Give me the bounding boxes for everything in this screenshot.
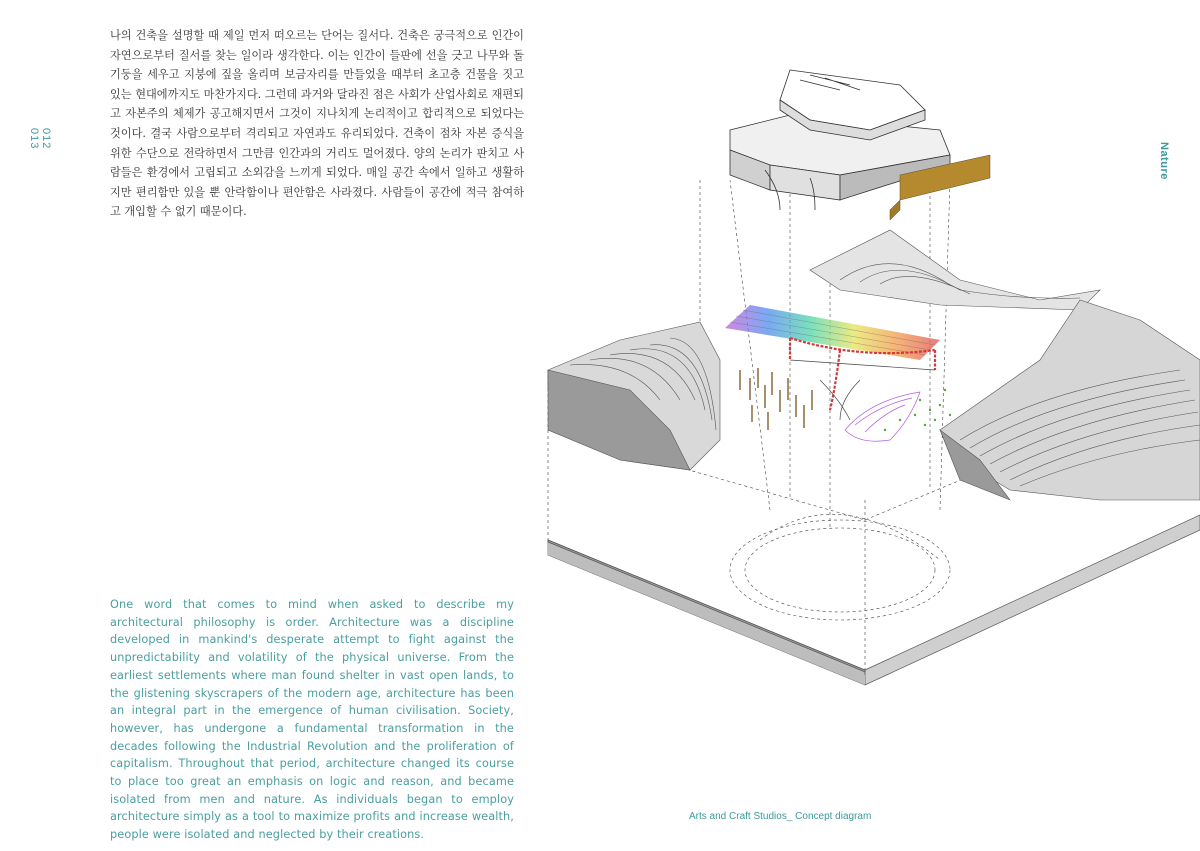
page-number-left: 012 [40,128,52,150]
figure-caption: Arts and Craft Studios_ Concept diagram [689,811,872,822]
back-terrain [810,230,1100,310]
section-tag: Nature [1158,142,1170,180]
left-terrain [548,322,720,470]
korean-paragraph: 나의 건축을 설명할 때 제일 먼저 떠오르는 단어는 질서다. 건축은 궁극적으로 인간이 자연으로부터 질서를 찾는 일이라 생각한다. 이는 인간이 들판에 선을 긋고 나무와 돌기둥을 세우고 지붕에 짚을 올리며 보금자리를 만들었을 때부터 초고층 건물을 짓고 있는 현대에까지도 마찬가지다. 그런데 과거와 달라진 점은 사회가 산업사회로 재편되고 자본주의 체제가 공고해지면서 그것이 지나치게 논리적이고 합리적으로 되었다는 것이다. 결국 사람으로부터 격리되고 자연과도 유리되었다. 건축이 점차 자본 증식을 위한 수단으로 전락하면서 그만큼 인간과의 거리도 멀어졌다. 양의 논리가 판치고 사람들은 환경에서 고립되고 소외감을 느끼게 되었다. 매일 공간 속에서 일하고 생활하지만 편리함만 있을 뿐 안락함이나 편안함은 사라졌다. 사람들이 공간에 적극 참여하고 개입할 수 없기 때문이다. [110,29,524,219]
concept-diagram [540,60,1200,780]
english-paragraph: One word that comes to mind when asked to describe my architectural philosophy is order. Architecture was a discipline developed in mankind's desperate attempt to fight against the unpredictability and volatility of the physical universe. From the earliest settlements where man found shelter in vast open lands, to the glistening skyscrapers of the modern age, architecture has been an integral part in the emergence of human civilisation. Society, however, has undergone a fundamental transformation in the decades following the Industrial Revolution and the proliferation of capitalism. Throughout that period, architecture changed its course to place too great an emphasis on logic and reason, and became isolated from men and nature. As individuals began to employ architecture simply as a tool to maximize profits and increase wealth, people were isolated and neglected by their creations. [110,598,514,842]
ground-slab [548,515,1200,685]
page-numbers [28,128,52,171]
vertical-posts [740,368,812,430]
right-terrain [940,300,1200,500]
page-number-right: 013 [28,128,40,150]
purple-shell [845,392,920,441]
